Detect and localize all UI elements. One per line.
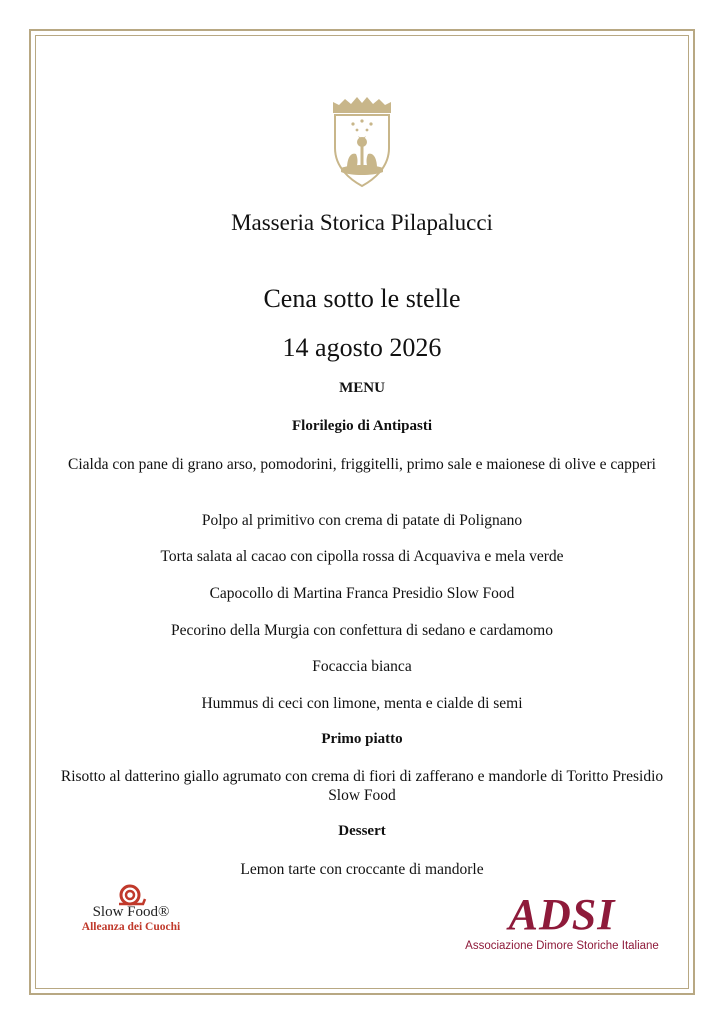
snail-icon: [115, 884, 147, 906]
section-title-dessert: Dessert: [338, 823, 386, 839]
venue-name: Masseria Storica Pilapalucci: [231, 210, 493, 235]
event-title: Cena sotto le stelle: [263, 284, 461, 313]
menu-item: Cialda con pane di grano arso, pomodorini, friggitelli, primo sale e maionese di olive e capperi: [68, 456, 656, 473]
menu-item: Risotto al datterino giallo agrumato con crema di fiori di zafferano e mandorle di Toritto Presidio Slow Food: [60, 768, 664, 804]
menu-item: Capocollo di Martina Franca Presidio Slow Food: [209, 585, 515, 602]
menu-item: Torta salata al cacao con cipolla rossa di Acquaviva e mela verde: [160, 548, 564, 565]
event-date: 14 agosto 2026: [282, 333, 442, 362]
menu-item: Pecorino della Murgia con confettura di sedano e cardamomo: [171, 622, 553, 639]
section-title-primo: Primo piatto: [321, 731, 403, 747]
menu-item: Lemon tarte con croccante di mandorle: [240, 861, 484, 878]
section-title-antipasti: Florilegio di Antipasti: [291, 418, 432, 434]
slow-food-subtitle: Alleanza dei Cuochi: [81, 921, 181, 933]
menu-item: Hummus di ceci con limone, menta e cialde di semi: [201, 695, 523, 712]
menu-item: Polpo al primitivo con crema di patate di Polignano: [201, 512, 523, 529]
adsi-logo-text: ADSI: [508, 890, 616, 939]
menu-item: Focaccia bianca: [312, 658, 412, 675]
menu-title: MENU: [339, 380, 385, 396]
slow-food-logo: [66, 884, 196, 944]
adsi-subtitle: Associazione Dimore Storiche Italiane: [465, 940, 659, 952]
slow-food-name: Slow Food®: [92, 904, 170, 920]
crest-icon: [329, 96, 395, 188]
adsi-logo: [444, 890, 680, 955]
